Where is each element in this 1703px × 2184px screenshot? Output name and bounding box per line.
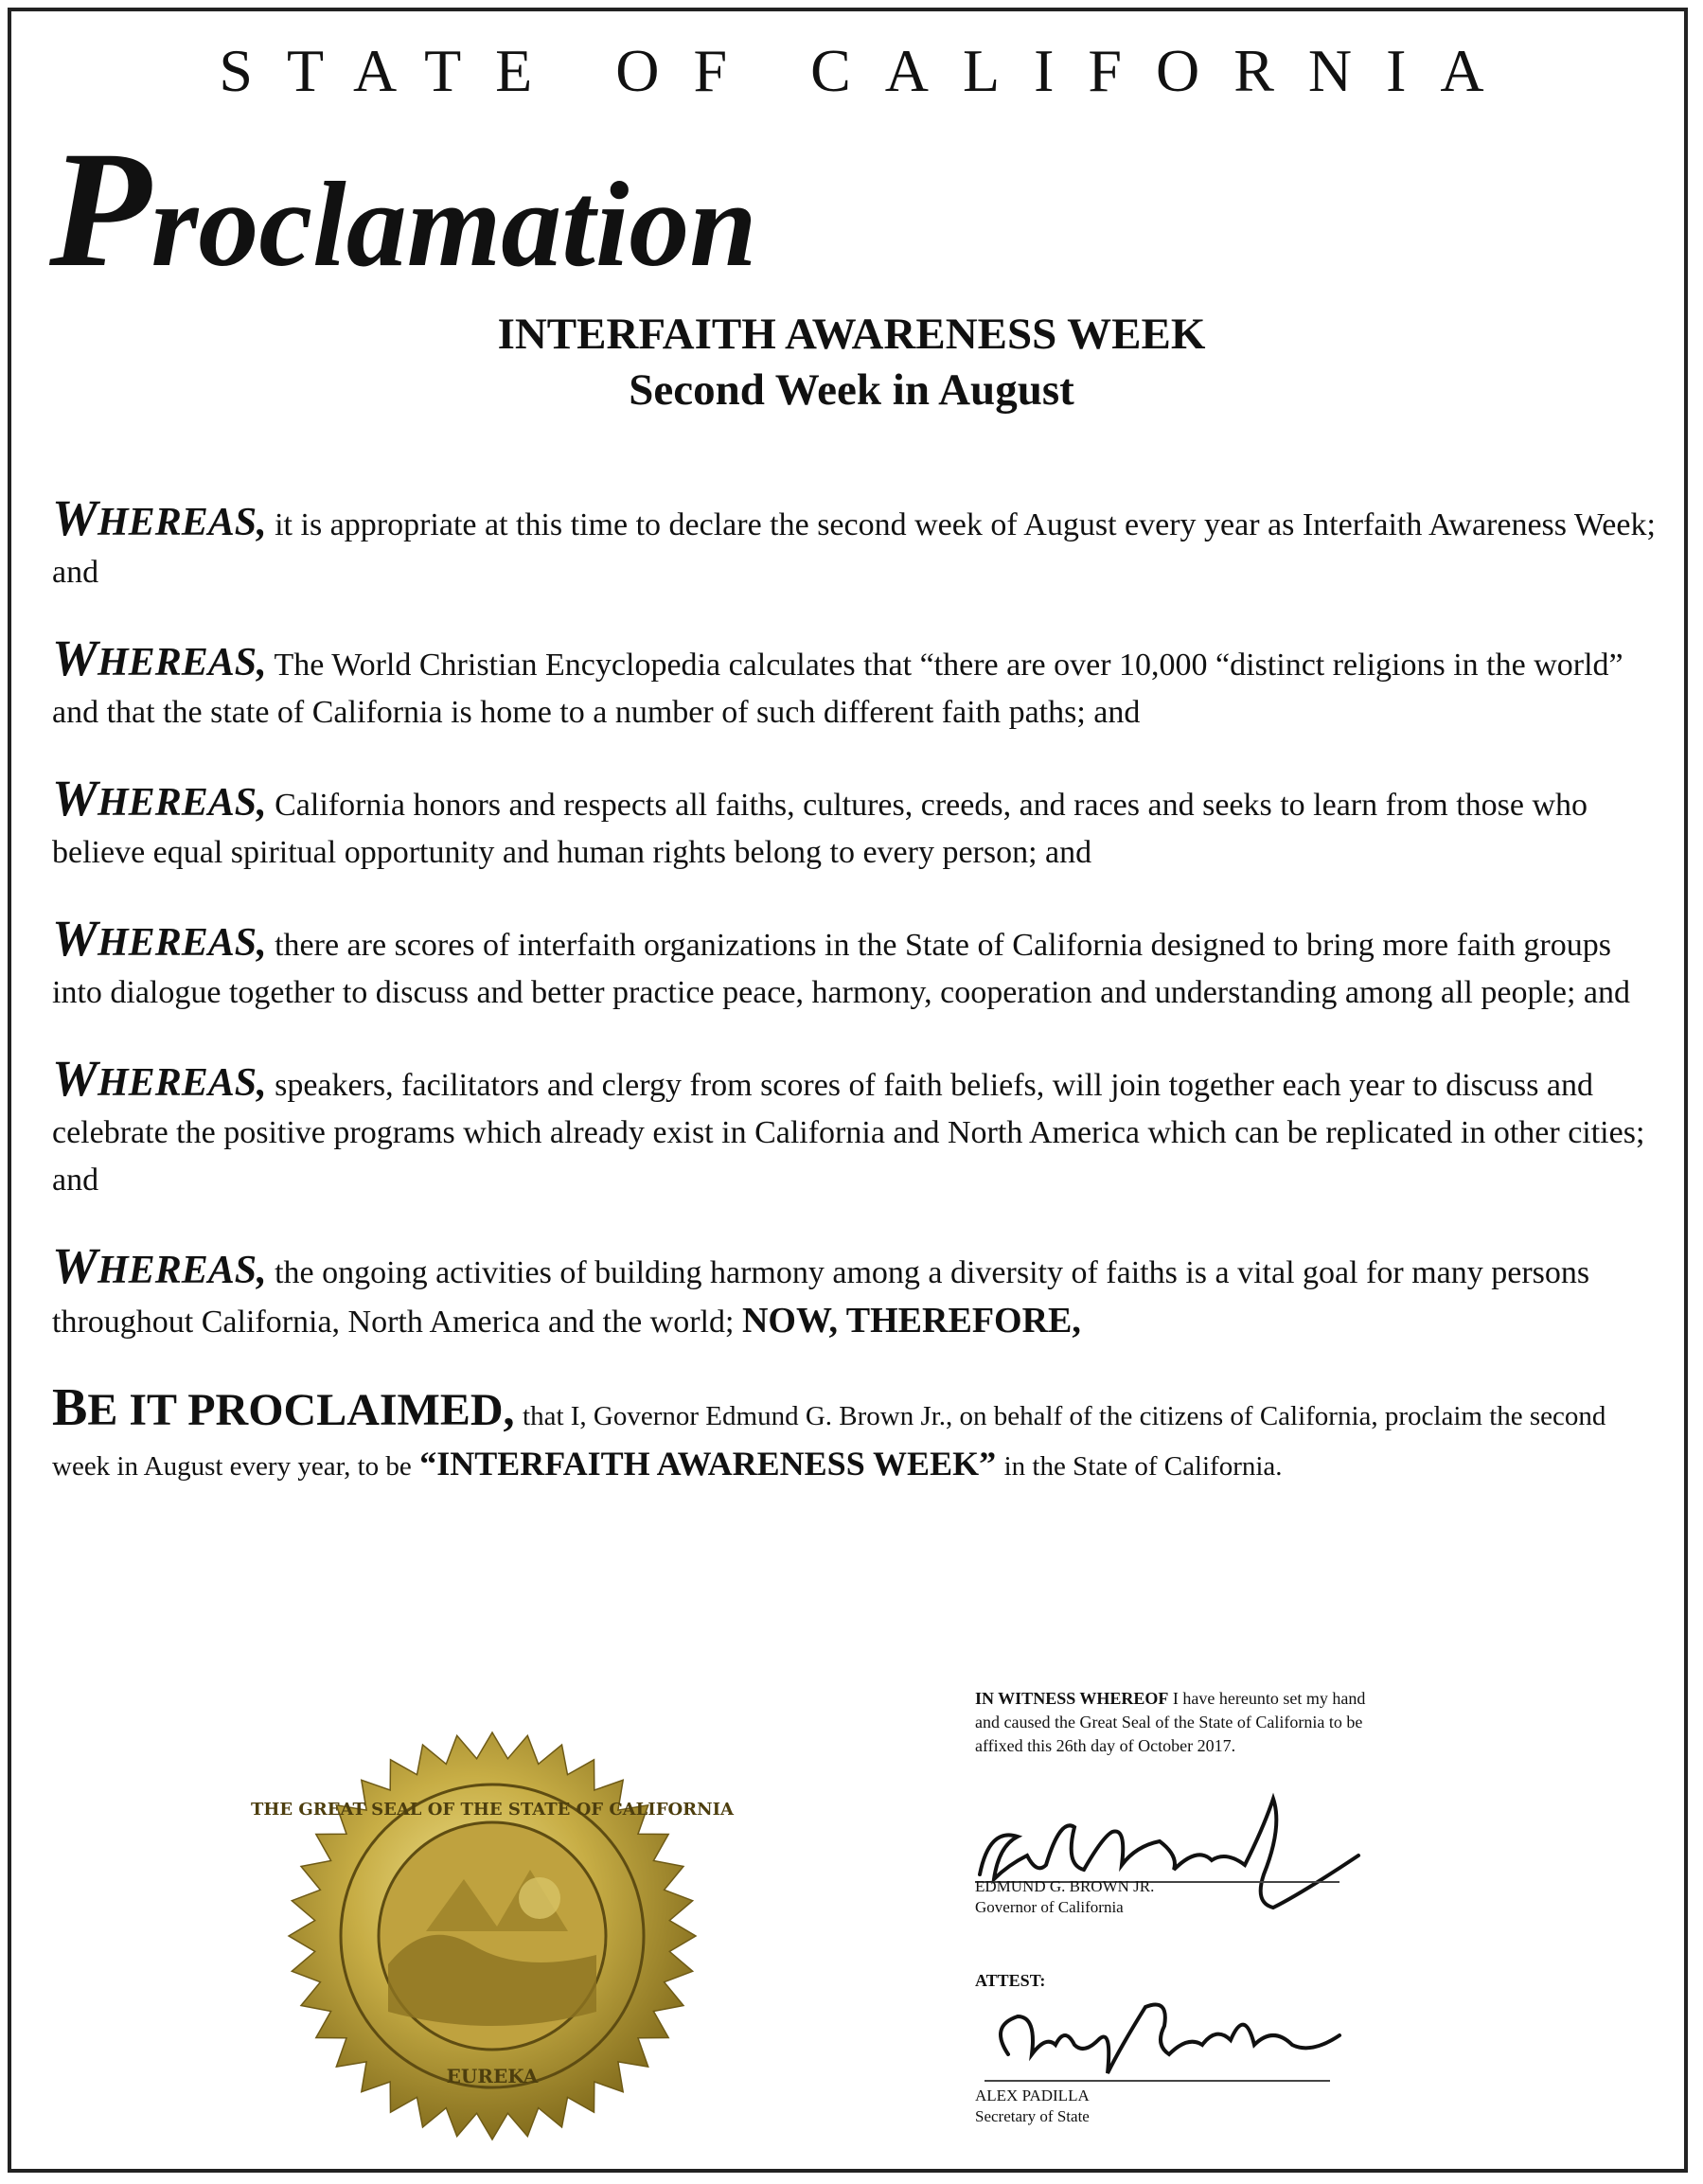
whereas-paragraph-5: WHEREAS, speakers, facilitators and clergy from scores of faith beliefs, will join together each year to discuss and celebrate the positive programs which already exist in California and North America which can be replicated in other cities; and — [52, 1050, 1645, 1198]
now-therefore: NOW, THEREFORE, — [741, 1301, 1081, 1341]
whereas-paragraph-4: WHEREAS, there are scores of interfaith organizations in the State of California designed to bring more faith groups into dialogue together to discuss and better practice peace, harmony, cooperation and understanding among all people; and — [52, 910, 1631, 1010]
whereas-label: WHEREAS, — [52, 910, 267, 967]
attest-label: ATTEST: — [975, 1971, 1046, 1990]
whereas-label: WHEREAS, — [52, 489, 267, 546]
whereas-label: WHEREAS, — [52, 630, 267, 686]
whereas-paragraph-1: WHEREAS, it is appropriate at this time to declare the second week of August every year as Interfaith Awareness Week; and — [52, 489, 1656, 590]
governor-signature-block: EDMUND G. BROWN JR. Governor of California — [975, 1877, 1155, 1916]
whereas-paragraph-3: WHEREAS, California honors and respects all faiths, cultures, creeds, and races and seeks to learn from those who believe equal spiritual opportunity and human rights belong to every person; and — [52, 770, 1588, 870]
whereas-label: WHEREAS, — [52, 1050, 267, 1107]
proclamation-body — [52, 489, 1661, 1528]
great-seal-icon — [251, 1728, 734, 2144]
subtitle-date: Second Week in August — [629, 365, 1074, 415]
subtitle-event: INTERFAITH AWARENESS WEEK — [497, 310, 1206, 359]
whereas-paragraph-6: WHEREAS, the ongoing activities of building harmony among a diversity of faiths is a vital goal for many persons throughout California, North America and the world; NOW, THEREFORE, — [52, 1237, 1590, 1341]
state-heading: STATE OF CALIFORNIA — [219, 37, 1518, 104]
whereas-paragraph-2: WHEREAS, The World Christian Encyclopedia calculates that “there are over 10,000 “distinct religions in the world” and that the state of California is home to a number of such different faith paths; and — [52, 630, 1623, 730]
title-initial: P — [49, 117, 151, 302]
whereas-label: WHEREAS, — [52, 1237, 267, 1294]
be-it-proclaimed: BE IT PROCLAIMED, — [52, 1378, 515, 1437]
proclaimed-paragraph: BE IT PROCLAIMED, that I, Governor Edmund G. Brown Jr., on behalf of the citizens of California, proclaim the second week in August every year, to be “INTERFAITH AWARENESS WEEK” in the State of California. — [52, 1378, 1606, 1483]
proclamation-title — [49, 110, 757, 310]
event-name-quoted: “INTERFAITH AWARENESS WEEK” — [419, 1445, 997, 1483]
seal-legend: THE GREAT SEAL OF THE STATE OF CALIFORNIA — [251, 1800, 734, 1820]
secretary-signature-block: ALEX PADILLA Secretary of State — [975, 2086, 1090, 2125]
witness-statement: IN WITNESS WHEREOF I have hereunto set my hand and caused the Great Seal of the State of California to be affixed this 26th day of October 2017. — [975, 1689, 1366, 1755]
whereas-label: WHEREAS, — [52, 770, 267, 826]
title-rest: roclamation — [151, 157, 757, 292]
seal-motto: EUREKA — [446, 2065, 539, 2087]
secretary-signature-icon — [980, 1988, 1358, 2092]
